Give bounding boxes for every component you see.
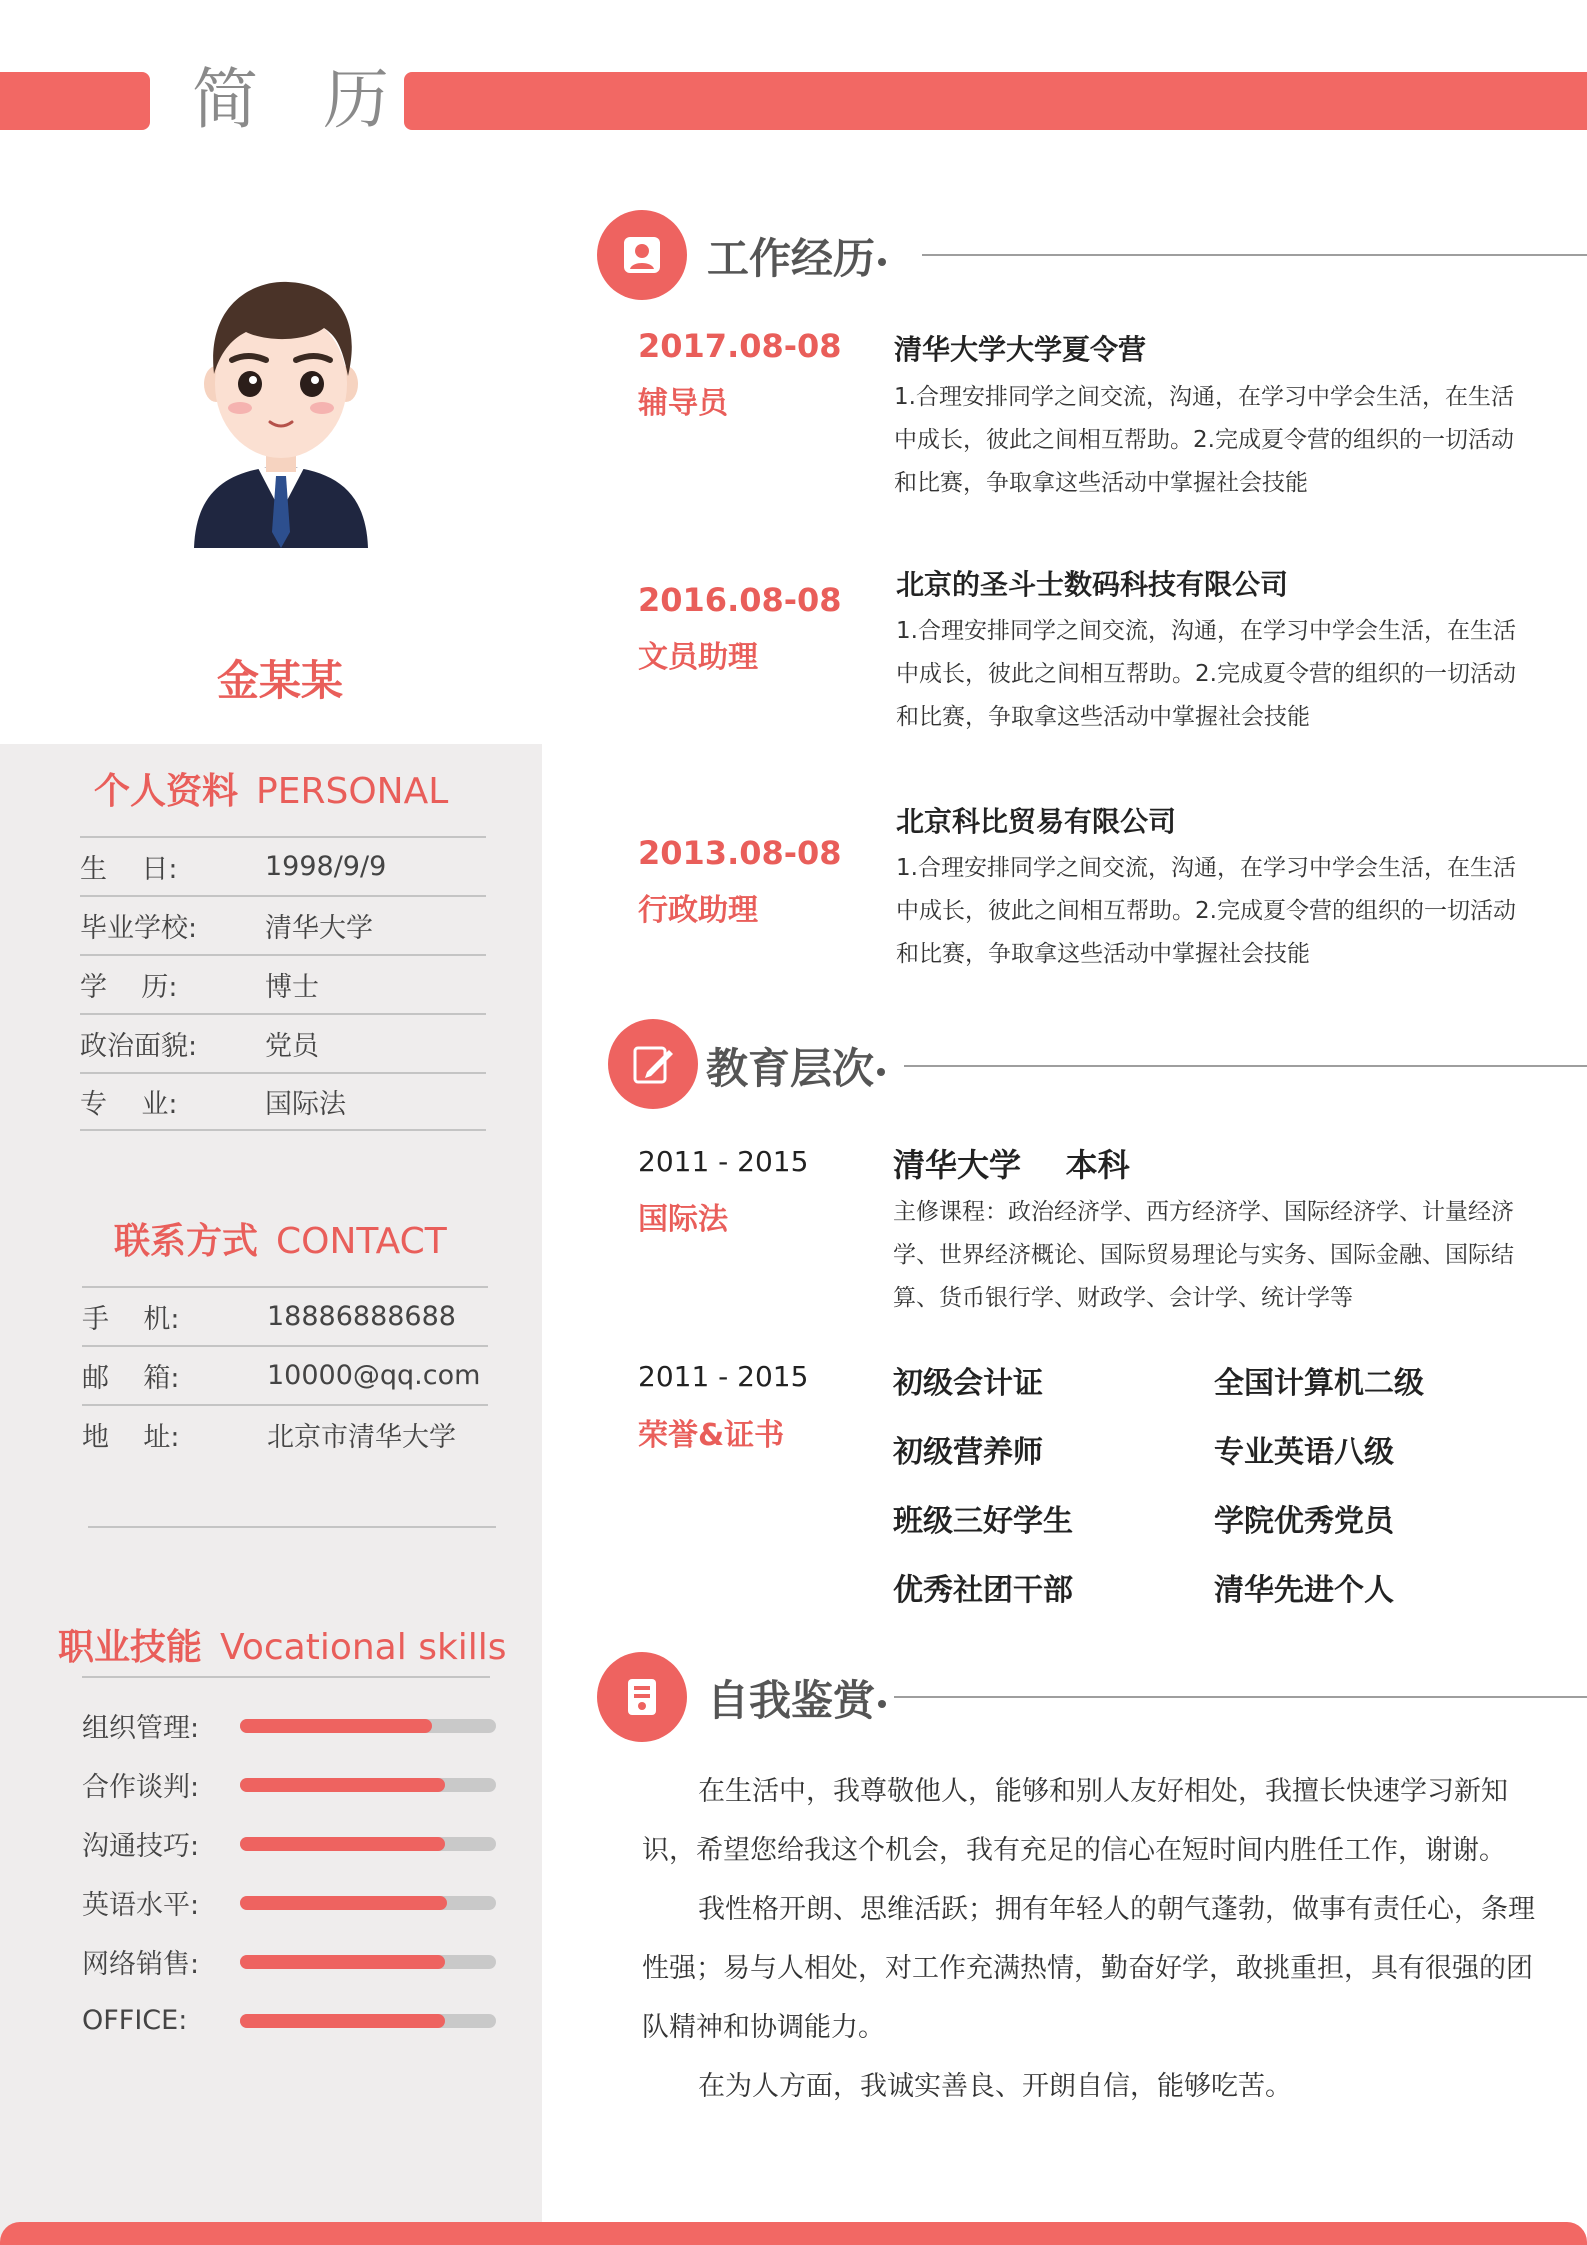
skill-bar-fill [240,1955,445,1969]
skill-label: 沟通技巧: [82,1831,200,1862]
honor-item: 班级三好学生 [893,1504,1073,1539]
info-label: 专 业: [80,1089,178,1120]
info-value: 党员 [265,1031,319,1062]
work-company: 北京的圣斗士数码科技有限公司 [896,568,1289,601]
honor-item: 专业英语八级 [1214,1435,1394,1470]
work-date: 2017.08-08 [638,327,842,365]
contact-row-phone [82,1286,488,1345]
self-title-text: 自我鉴赏 [707,1676,876,1725]
skill-bar-fill [240,1837,445,1851]
contact-title-en: CONTACT [276,1221,447,1262]
skill-bar-track [240,1837,496,1851]
education-section-icon [608,1019,698,1109]
skill-bar-track [240,1896,496,1910]
honors-label: 荣誉&证书 [638,1418,785,1453]
work-company: 清华大学大学夏令营 [894,333,1147,366]
skills-section-title [58,1626,507,1670]
skill-label: 网络销售: [82,1949,200,1980]
info-value: 1998/9/9 [265,851,387,882]
skill-row [82,1932,502,1991]
info-label: 毕业学校: [80,913,198,944]
work-date: 2016.08-08 [638,581,842,619]
page-title: 简 历 [192,61,411,138]
skills-list [82,1696,502,2050]
education-section-title [706,1036,885,1096]
info-value: 清华大学 [265,913,373,944]
skill-bar-track [240,1778,496,1792]
info-value: 10000@qq.com [267,1360,481,1391]
document-icon [620,1675,664,1719]
footer-bar [0,2222,1587,2245]
info-label: 生 日: [80,854,178,885]
personal-row-birthday [80,836,486,895]
info-label: 学 历: [80,972,178,1003]
self-section-title [707,1668,886,1728]
personal-row-degree [80,954,486,1013]
edit-note-icon [631,1042,675,1086]
education-school: 清华大学 本科 [893,1146,1130,1184]
contact-title-cn: 联系方式 [114,1221,259,1262]
skill-bar-fill [240,2014,445,2028]
personal-section-title [94,770,448,814]
education-major: 国际法 [638,1202,728,1237]
education-title-line [904,1065,1587,1067]
honor-item: 清华先进个人 [1214,1573,1394,1608]
work-description: 1.合理安排同学之间交流，沟通，在学习中学会生活，在生活中成长，彼此之间相互帮助。2.完成夏令营的组织的一切活动和比赛，争取拿这些活动中掌握社会技能 [894,384,1514,496]
contact-row-address [82,1404,488,1463]
skill-label: 英语水平: [82,1890,200,1921]
skill-row [82,1696,502,1755]
personal-row-school [80,895,486,954]
honor-item: 学院优秀党员 [1214,1504,1394,1539]
sidebar-divider [88,1526,496,1528]
skill-row [82,1755,502,1814]
self-paragraph: 在生活中，我尊敬他人，能够和别人友好相处，我擅长快速学习新知识，希望您给我这个机会，我有充足的信心在短时间内胜任工作，谢谢。 [642,1776,1508,1866]
work-title-line [922,254,1587,256]
info-value: 18886888688 [267,1301,456,1332]
skill-bar-fill [240,1719,432,1733]
contact-info-list [82,1286,488,1463]
work-role: 行政助理 [638,893,758,928]
work-section-title [707,226,886,286]
profile-name: 金某某 [216,656,343,705]
honor-item: 初级营养师 [893,1435,1043,1470]
skill-label: 组织管理: [82,1713,200,1744]
skill-label: 合作谈判: [82,1772,200,1803]
header-bar-left [0,72,150,130]
info-value: 博士 [265,972,319,1003]
skill-label: OFFICE: [82,2005,188,2036]
skill-bar-track [240,2014,496,2028]
contact-section-title [114,1220,447,1264]
personal-title-cn: 个人资料 [94,771,239,812]
contact-row-email [82,1345,488,1404]
self-section-icon [597,1652,687,1742]
self-paragraph: 我性格开朗、思维活跃；拥有年轻人的朝气蓬勃，做事有责任心，条理性强；易与人相处，对工作充满热情，勤奋好学，敢挑重担，具有很强的团队精神和协调能力。 [642,1894,1535,2043]
self-title-line [894,1696,1587,1698]
skill-row [82,1991,502,2050]
title-dot [877,1068,885,1076]
skill-bar-track [240,1955,496,1969]
honors-years: 2011 - 2015 [638,1360,809,1393]
skill-row [82,1873,502,1932]
avatar [186,262,376,548]
work-company: 北京科比贸易有限公司 [896,805,1177,838]
skill-bar-fill [240,1896,447,1910]
work-role: 文员助理 [638,640,758,675]
honor-item: 初级会计证 [893,1366,1043,1401]
info-label: 政治面貌: [80,1031,198,1062]
title-dot [878,1700,886,1708]
self-paragraph: 在为人方面，我诚实善良、开朗自信，能够吃苦。 [698,2071,1292,2102]
work-date: 2013.08-08 [638,834,842,872]
personal-row-major [80,1072,486,1131]
work-title-text: 工作经历 [707,234,876,283]
header-bar-right [404,72,1587,130]
info-value: 国际法 [265,1089,346,1120]
skill-row [82,1814,502,1873]
education-years: 2011 - 2015 [638,1145,809,1178]
education-title-text: 教育层次 [706,1044,875,1093]
skills-title-en: Vocational skills [220,1627,507,1668]
info-label: 手 机: [82,1304,180,1335]
personal-title-en: PERSONAL [256,771,449,812]
skill-bar-fill [240,1778,445,1792]
work-description: 1.合理安排同学之间交流，沟通，在学习中学会生活，在生活中成长，彼此之间相互帮助。2.完成夏令营的组织的一切活动和比赛，争取拿这些活动中掌握社会技能 [896,618,1516,730]
honor-item: 优秀社团干部 [893,1573,1073,1608]
skill-bar-track [240,1719,496,1733]
work-description: 1.合理安排同学之间交流，沟通，在学习中学会生活，在生活中成长，彼此之间相互帮助。2.完成夏令营的组织的一切活动和比赛，争取拿这些活动中掌握社会技能 [896,855,1516,967]
title-dot [878,258,886,266]
work-section-icon [597,210,687,300]
info-label: 邮 箱: [82,1363,180,1394]
work-role: 辅导员 [638,386,728,421]
personal-info-list [80,836,486,1131]
profile-card-icon [620,233,664,277]
honor-item: 全国计算机二级 [1214,1366,1424,1401]
personal-row-politics [80,1013,486,1072]
education-courses: 主修课程：政治经济学、西方经济学、国际经济学、计量经济学、世界经济概论、国际贸易理论与实务、国际金融、国际结算、货币银行学、财政学、会计学、统计学等 [893,1199,1514,1311]
skills-title-cn: 职业技能 [58,1627,203,1668]
self-evaluation-text [642,1762,1542,2116]
info-label: 地 址: [82,1422,180,1453]
info-value: 北京市清华大学 [267,1422,456,1453]
skills-title-rule [82,1676,490,1678]
